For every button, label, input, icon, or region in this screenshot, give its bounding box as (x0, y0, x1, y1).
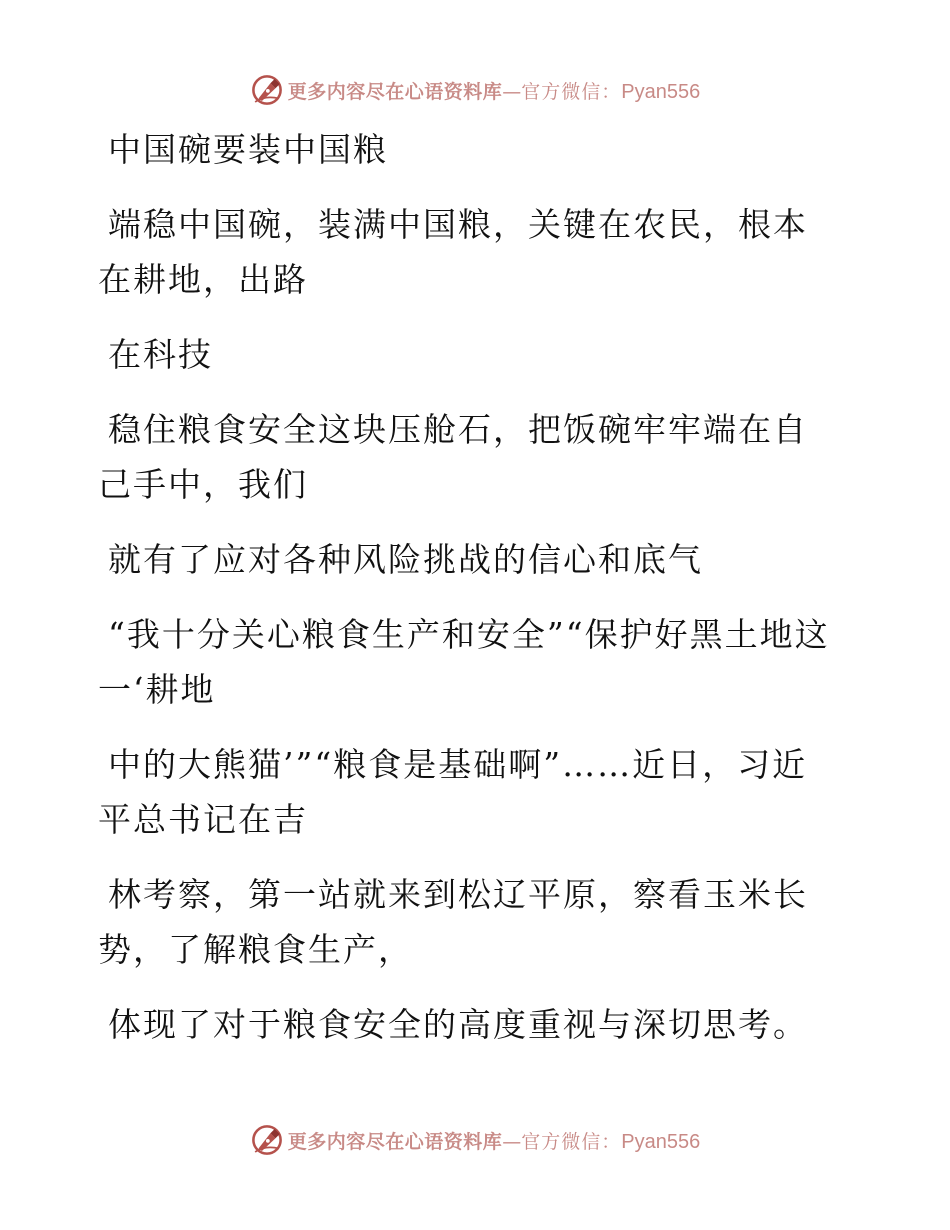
footer-banner (0, 1120, 950, 1160)
header-dash: — (502, 80, 522, 103)
document-body (98, 122, 838, 1072)
header-banner (0, 70, 950, 110)
pen-nib-logo-icon (250, 73, 284, 107)
header-wechat-id: Pyan556 (621, 80, 701, 103)
paragraph: 体现了对于粮食安全的高度重视与深切思考。 (108, 1005, 808, 1044)
paragraph: 稳住粮食安全这块压舱石，把饭碗牢牢端在自己手中，我们 (98, 410, 808, 504)
paragraph-title: 中国碗要装中国粮 (108, 130, 388, 169)
paragraph: 林考察，第一站就来到松辽平原，察看玉米长势，了解粮食生产， (98, 875, 808, 969)
footer-side-text: 官方微信： (521, 1130, 622, 1153)
paragraph: 就有了应对各种风险挑战的信心和底气 (108, 540, 703, 579)
paragraph: 端稳中国碗，装满中国粮，关键在农民，根本在耕地，出路 (98, 205, 808, 299)
header-main-text: 更多内容尽在心语资料库 (287, 80, 503, 103)
paragraph: 中的大熊猫’”“粮食是基础啊”……近日，习近平总书记在吉 (98, 745, 808, 839)
paragraph: “我十分关心粮食生产和安全”“保护好黑土地这一‘耕地 (98, 615, 830, 709)
pen-nib-logo-icon (250, 1123, 284, 1157)
footer-dash: — (502, 1130, 522, 1153)
paragraph: 在科技 (108, 335, 213, 374)
footer-wechat-id: Pyan556 (621, 1130, 701, 1153)
footer-main-text: 更多内容尽在心语资料库 (287, 1130, 503, 1153)
header-side-text: 官方微信： (521, 80, 622, 103)
